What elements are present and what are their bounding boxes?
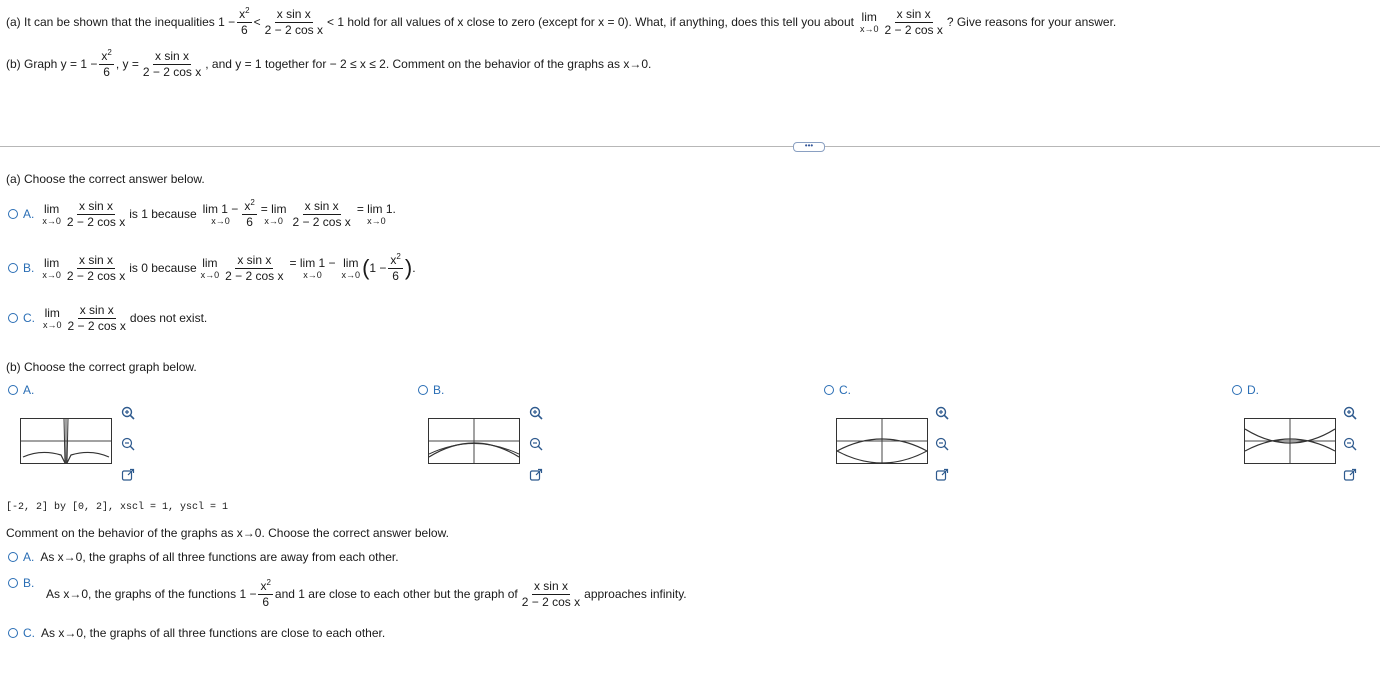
zoom-out-icon[interactable] (934, 436, 950, 452)
radio-button[interactable] (8, 578, 18, 588)
limit-expression (290, 257, 336, 280)
limit-expression (261, 203, 287, 226)
denominator-2-2cosx: 2 − 2 cos x (67, 318, 126, 333)
fraction-xsinx-over-denominator (223, 254, 285, 282)
problem-b-prefix: (b) Graph y = 1 − (6, 57, 98, 72)
radio-button[interactable] (8, 263, 18, 273)
part-b-prompt: (b) Choose the correct graph below. (6, 360, 197, 374)
zoom-out-icon[interactable] (120, 436, 136, 452)
zoom-in-icon[interactable] (528, 405, 544, 421)
problem-a-statement (6, 8, 1116, 36)
six-text: 6 (246, 214, 253, 229)
expand-ellipsis-button[interactable]: ••• (793, 142, 825, 152)
denominator-2-2cosx: 2 − 2 cos x (264, 22, 323, 37)
radio-button[interactable] (8, 209, 18, 219)
x-text: x (244, 199, 251, 213)
square-exponent: 2 (250, 198, 255, 207)
lim-subscript: x→0 (264, 215, 283, 226)
option-letter: B. (433, 383, 445, 397)
fraction-x2-over-6 (237, 8, 251, 36)
graph-option-a[interactable] (8, 383, 40, 397)
radio-button[interactable] (8, 385, 18, 395)
graph-thumbnail-b[interactable] (428, 418, 520, 464)
fraction-xsinx-over-denominator (290, 200, 352, 228)
numerator-xsinx: x sin x (304, 199, 339, 213)
option-text: does not exist. (129, 311, 208, 326)
problem-a-prefix: (a) It can be shown that the inequalities 1 − (6, 15, 236, 30)
limit-expression (357, 203, 396, 226)
graph-a-plot (21, 419, 111, 463)
zoom-out-icon[interactable] (528, 436, 544, 452)
one-minus-text: 1 − (369, 261, 387, 276)
radio-button[interactable] (824, 385, 834, 395)
zoom-in-icon[interactable] (120, 405, 136, 421)
open-external-icon[interactable] (528, 467, 544, 483)
lim-text: lim (43, 255, 60, 270)
option-letter: A. (23, 207, 35, 222)
fraction-xsinx-over-denominator (520, 580, 582, 608)
graph-thumbnail-c[interactable] (836, 418, 928, 464)
fraction-xsinx-over-denominator (882, 8, 944, 36)
zoom-out-icon[interactable] (1342, 436, 1358, 452)
comment-option-a[interactable] (8, 550, 399, 564)
comment-option-b[interactable] (46, 580, 687, 608)
option-text: As x→0, the graphs of the functions 1 − (46, 587, 257, 602)
part-a-prompt: (a) Choose the correct answer below. (6, 172, 205, 186)
denominator-2-2cosx: 2 − 2 cos x (66, 214, 126, 229)
six-text: 6 (103, 64, 110, 79)
zoom-in-icon[interactable] (934, 405, 950, 421)
numerator-xsinx: x sin x (79, 253, 114, 267)
numerator-xsinx: x sin x (79, 199, 114, 213)
option-letter: C. (839, 383, 851, 397)
lim-subscript: x→0 (42, 269, 61, 280)
option-text: As x→0, the graphs of all three functions are away from each other. (40, 550, 399, 564)
six-text: 6 (392, 268, 399, 283)
option-letter: A. (23, 383, 35, 397)
comment-prompt: Comment on the behavior of the graphs as x→0. Choose the correct answer below. (6, 526, 449, 540)
section-divider (0, 146, 1380, 147)
option-text: and 1 are close to each other but the graph of (274, 587, 518, 602)
six-text: 6 (262, 594, 270, 609)
zoom-in-icon[interactable] (1342, 405, 1358, 421)
option-letter: A. (23, 550, 35, 564)
option-letter: D. (1247, 383, 1259, 397)
lim-text: lim (43, 201, 60, 216)
lim-subscript: x→0 (303, 269, 322, 280)
graph-option-d[interactable] (1232, 383, 1265, 397)
problem-a-middle-text: < 1 hold for all values of x close to zero (except for x = 0). What, if anything, does this tell you about (327, 15, 854, 30)
denominator-2-2cosx: 2 − 2 cos x (884, 22, 943, 37)
fraction-xsinx-over-denominator (65, 254, 127, 282)
option-text: approaches infinity. (584, 587, 687, 602)
part-a-option-c[interactable] (8, 304, 207, 332)
graph-c-plot (837, 419, 927, 463)
fraction-x2-over-6 (258, 580, 272, 608)
fraction-x2-over-6 (242, 200, 256, 228)
lim-expression-text: lim 1 − (202, 201, 239, 216)
numerator-xsinx: x sin x (237, 253, 272, 267)
comment-option-b-letter-row[interactable] (8, 576, 40, 590)
part-a-option-b[interactable] (8, 254, 416, 282)
denominator-2-2cosx: 2 − 2 cos x (292, 214, 351, 229)
fraction-x2-over-6 (388, 254, 402, 282)
denominator-2-2cosx: 2 − 2 cos x (142, 64, 202, 79)
denominator-2-2cosx: 2 − 2 cos x (66, 268, 126, 283)
equals-lim-1-minus-text: = lim 1 − (289, 255, 336, 270)
equals-lim-1-text: = lim 1. (356, 201, 396, 216)
option-text: is 0 because (129, 261, 197, 276)
x-text: x (101, 49, 108, 63)
comment-option-c[interactable] (8, 626, 385, 640)
limit-expression (342, 257, 361, 280)
graph-b-plot (429, 419, 519, 463)
lim-subscript: x→0 (367, 215, 386, 226)
numerator-xsinx: x sin x (276, 7, 311, 21)
lim-subscript: x→0 (42, 215, 61, 226)
limit-expression (42, 203, 61, 226)
fraction-x2-over-6 (99, 50, 113, 78)
option-text: As x→0, the graphs of all three functions are close to each other. (41, 626, 386, 640)
period-text: . (412, 261, 416, 276)
lim-subscript: x→0 (341, 269, 361, 280)
graph-thumbnail-a[interactable] (20, 418, 112, 464)
fraction-xsinx-over-denominator (65, 200, 127, 228)
less-than-symbol: < (253, 15, 261, 30)
denominator-2-2cosx: 2 − 2 cos x (521, 594, 581, 609)
open-external-icon[interactable] (120, 467, 136, 483)
problem-b-statement (6, 50, 651, 78)
graph-d-plot (1245, 419, 1335, 463)
problem-b-y2: , y = (115, 57, 139, 72)
lim-subscript: x→0 (43, 319, 62, 330)
open-external-icon[interactable] (934, 467, 950, 483)
right-parenthesis: ) (404, 255, 413, 281)
limit-expression (43, 307, 62, 330)
lim-text: lim (44, 305, 60, 320)
lim-subscript: x→0 (859, 23, 879, 34)
limit-expression (201, 257, 220, 280)
open-external-icon[interactable] (1342, 467, 1358, 483)
x-text: x (260, 579, 267, 593)
limit-expression (860, 11, 879, 34)
radio-button[interactable] (8, 552, 18, 562)
problem-b-suffix: , and y = 1 together for − 2 ≤ x ≤ 2. Comment on the behavior of the graphs as x→0. (205, 57, 652, 72)
option-letter: C. (23, 626, 35, 640)
part-a-option-a[interactable] (8, 200, 398, 228)
square-exponent: 2 (245, 6, 250, 15)
graph-option-b[interactable] (418, 383, 450, 397)
graph-thumbnail-d[interactable] (1244, 418, 1336, 464)
lim-text: lim (202, 255, 218, 270)
radio-button[interactable] (418, 385, 428, 395)
problem-a-suffix: ? Give reasons for your answer. (946, 15, 1117, 30)
x-text: x (239, 7, 246, 21)
lim-subscript: x→0 (200, 269, 220, 280)
radio-button[interactable] (1232, 385, 1242, 395)
radio-button[interactable] (8, 313, 18, 323)
option-letter: C. (23, 311, 35, 326)
denominator-2-2cosx: 2 − 2 cos x (225, 268, 284, 283)
square-exponent: 2 (266, 578, 271, 587)
left-parenthesis: ( (362, 255, 370, 281)
fraction-xsinx-over-denominator (141, 50, 203, 78)
fraction-xsinx-over-denominator (66, 304, 128, 332)
x-text: x (390, 253, 397, 267)
six-text: 6 (241, 22, 248, 37)
numerator-xsinx: x sin x (533, 579, 568, 593)
numerator-xsinx: x sin x (79, 303, 114, 317)
lim-subscript: x→0 (211, 215, 230, 226)
viewing-window-text: [-2, 2] by [0, 2], xscl = 1, yscl = 1 (6, 502, 229, 513)
square-exponent: 2 (396, 252, 401, 261)
lim-text: lim (343, 255, 359, 270)
graph-option-c[interactable] (824, 383, 857, 397)
lim-text: lim (861, 9, 877, 24)
numerator-xsinx: x sin x (896, 7, 931, 21)
limit-expression (203, 203, 239, 226)
option-letter: B. (23, 576, 35, 590)
equals-lim-text: = lim (260, 201, 287, 216)
fraction-xsinx-over-denominator (263, 8, 325, 36)
option-text: is 1 because (129, 207, 197, 222)
option-letter: B. (23, 261, 35, 276)
square-exponent: 2 (107, 48, 112, 57)
radio-button[interactable] (8, 628, 18, 638)
limit-expression (42, 257, 61, 280)
numerator-xsinx: x sin x (155, 49, 190, 63)
